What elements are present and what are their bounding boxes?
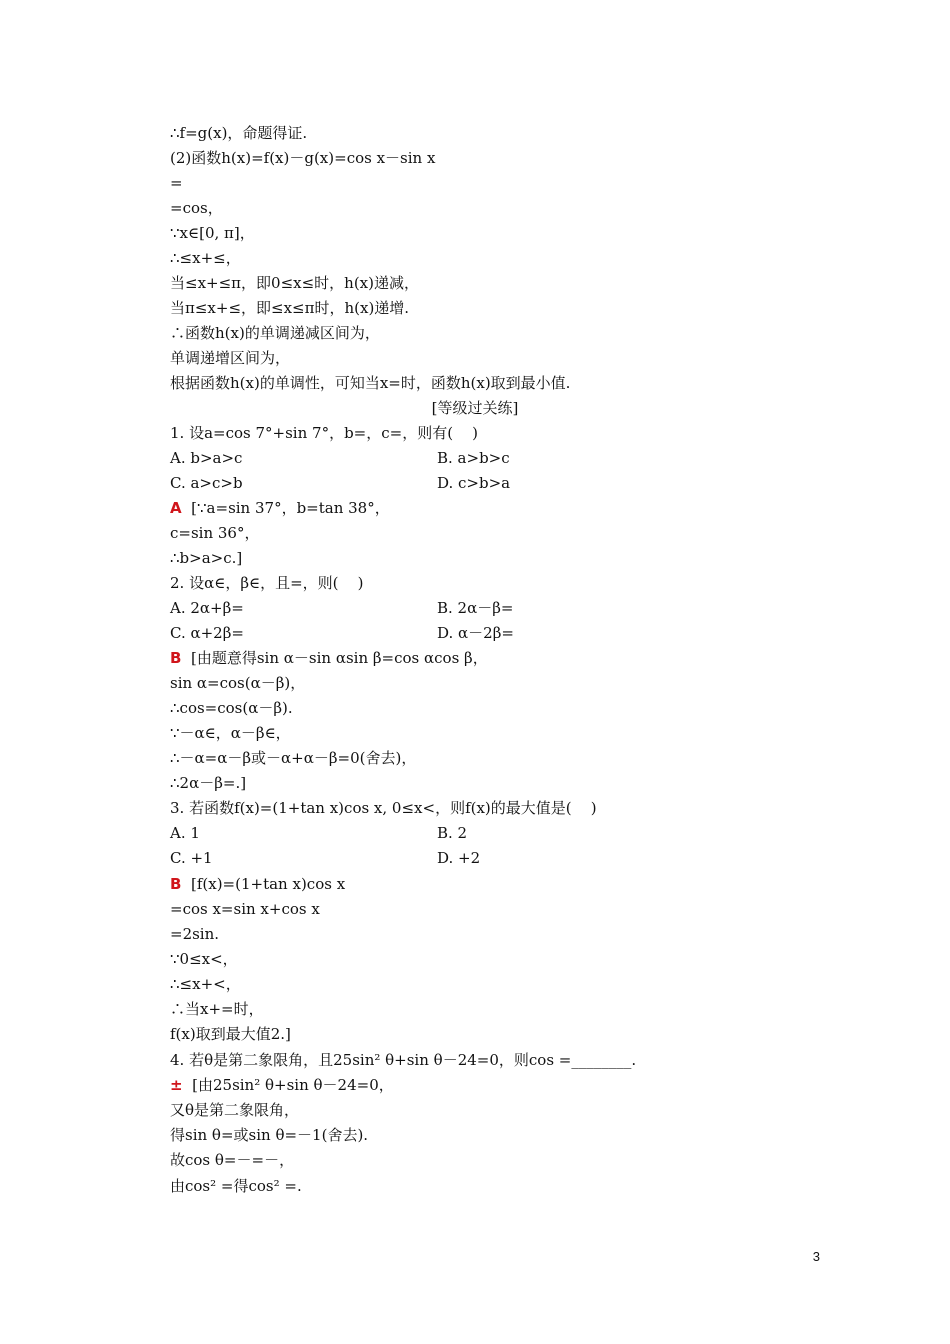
option-b: B. 2α－β= <box>437 599 514 617</box>
option-a: A. b>a>c <box>170 449 243 467</box>
section-title: [等级过关练] <box>431 399 519 417</box>
solution-line: ∵0≤x<， <box>170 950 238 968</box>
solution-line <box>170 498 390 518</box>
answer-label: B <box>170 875 182 893</box>
text-line: = <box>170 174 183 192</box>
option-d: D. α－2β= <box>437 624 514 642</box>
solution-line: ∴b>a>c.] <box>170 549 243 567</box>
option-c: C. +1 <box>170 849 213 867</box>
solution-line: ∵－α∈，α－β∈， <box>170 724 291 742</box>
question-stem: 2. 设α∈，β∈，且=，则( ) <box>170 574 364 592</box>
solution-line: =cos x=sin x+cos x <box>170 900 320 918</box>
option-d: D. +2 <box>437 849 481 867</box>
option-d: D. c>b>a <box>437 474 511 492</box>
text-line: ∴f=g(x)，命题得证. <box>170 124 308 142</box>
text-line: ∴函数h(x)的单调递减区间为， <box>170 324 380 342</box>
solution-line: sin α=cos(α－β)， <box>170 674 306 692</box>
answer-label: ± <box>170 1076 183 1094</box>
solution-line: 又θ是第二象限角， <box>170 1101 300 1119</box>
answer-label: A <box>170 499 182 517</box>
solution-line: ∴2α－β=.] <box>170 774 247 792</box>
solution-text: [由25sin² θ+sin θ－24=0， <box>192 1076 394 1094</box>
solution-line: 得sin θ=或sin θ=－1(舍去). <box>170 1126 369 1144</box>
option-a: A. 1 <box>170 824 200 842</box>
solution-line: ∴当x+=时， <box>170 1000 264 1018</box>
text-line: =cos， <box>170 199 223 217</box>
solution-line: =2sin. <box>170 925 220 943</box>
page-number: 3 <box>812 1249 820 1264</box>
answer-label: B <box>170 649 182 667</box>
solution-line: 故cos θ=－=－， <box>170 1151 295 1169</box>
solution-line <box>170 648 488 668</box>
solution-line: 由cos² =得cos² =. <box>170 1177 302 1195</box>
solution-line <box>170 874 345 894</box>
option-b: B. 2 <box>437 824 468 842</box>
solution-text: [f(x)=(1+tan x)cos x <box>190 875 346 893</box>
text-line: 当π≤x+≤，即≤x≤π时，h(x)递增. <box>170 299 410 317</box>
text-line: 当≤x+≤π，即0≤x≤时，h(x)递减， <box>170 274 419 292</box>
solution-line <box>170 1075 394 1095</box>
solution-line: c=sin 36°， <box>170 524 260 542</box>
option-c: C. α+2β= <box>170 624 244 642</box>
question-stem: 3. 若函数f(x)=(1+tan x)cos x, 0≤x<，则f(x)的最大值是( ) <box>170 799 597 817</box>
question-stem: 4. 若θ是第二象限角，且25sin² θ+sin θ－24=0，则cos =________. <box>170 1051 637 1069</box>
solution-text: [由题意得sin α－sin αsin β=cos αcos β， <box>190 649 488 667</box>
solution-line: f(x)取到最大值2.] <box>170 1025 291 1043</box>
solution-line: ∴≤x+<， <box>170 975 241 993</box>
text-line: (2)函数h(x)=f(x)－g(x)=cos x－sin x <box>170 149 436 167</box>
solution-line: ∴－α=α－β或－α+α－β=0(舍去)， <box>170 749 417 767</box>
question-stem: 1. 设a=cos 7°+sin 7°，b=，c=，则有( ) <box>170 424 478 442</box>
solution-line: ∴cos=cos(α－β). <box>170 699 293 717</box>
option-c: C. a>c>b <box>170 474 243 492</box>
text-line: 根据函数h(x)的单调性，可知当x=时，函数h(x)取到最小值. <box>170 374 571 392</box>
text-line: 单调递增区间为， <box>170 349 291 367</box>
option-b: B. a>b>c <box>437 449 510 467</box>
text-line: ∵x∈[0, π]， <box>170 224 255 242</box>
solution-text: [∵a=sin 37°，b=tan 38°， <box>191 499 390 517</box>
option-a: A. 2α+β= <box>170 599 244 617</box>
text-line: ∴≤x+≤， <box>170 249 241 267</box>
